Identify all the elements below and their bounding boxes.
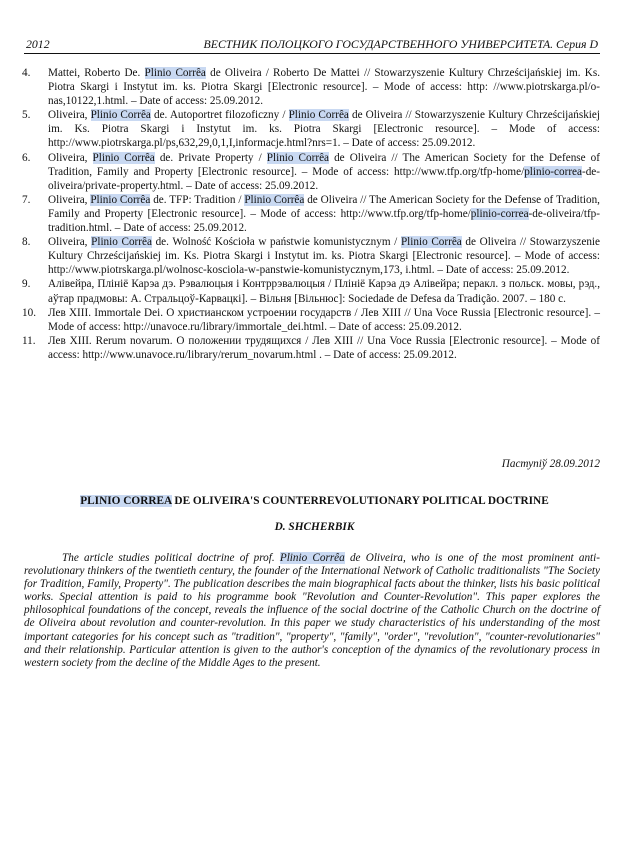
reference-number: 7.	[22, 193, 31, 206]
reference-text	[48, 193, 600, 235]
abstract-highlight[interactable]: Plinio Corrêa	[279, 552, 345, 564]
reference-text-segment: -de-oliveira/private-property.html. – Date of access: 25.09.2012.	[48, 165, 600, 192]
title-highlight[interactable]: PLINIO CORREA	[80, 495, 172, 507]
highlighted-term[interactable]: Plinio Corrêa	[91, 236, 152, 249]
highlighted-term[interactable]: Plinio Corrêa	[244, 193, 305, 206]
reference-list	[22, 66, 600, 362]
highlighted-term[interactable]: Plinio Corrêa	[90, 193, 151, 206]
reference-text-segment: de Oliveira // Stowarzyszenie Kultury Chrześcijańskiej im. Ks. Piotra Skargi i Instytut im. ks. Piotra Skargi [Electronic resource]. – Mode of access: http://www.piotrskarga.pl/wolnosc-kosciola-w-panstwie-komunistycznym,173, i.html. – Date of access: 25.09.2012.	[48, 236, 600, 277]
reference-item	[22, 306, 600, 334]
reference-text	[48, 235, 600, 277]
reference-item	[22, 334, 600, 362]
reference-text-segment: Лев XIII. Rerum novarum. О положении трудящихся / Лев XIII // Una Voce Russia [Electronic resource]. – Mode of access: http://www.unavoce.ru/library/rerum_novarum.html . – Date of access: 25.09.2012.	[48, 334, 600, 361]
reference-text-segment: de Oliveira / Roberto De Mattei // Stowarzyszenie Kultury Chrześcijańskiej im. Ks. Piotra Skargi i Instytut im. ks. Piotra Skargi [Electronic resource]. – Mode of access: http: //www.piotrskarga.pl/o-nas,10122,1.html. – Date of access: 25.09.2012.	[48, 67, 600, 108]
reference-text-segment: de Oliveira // The American Society for the Defense of Tradition, Family and Property [Electronic resource]. – Mode of access: http://www.tfp.org/tfp-home/	[48, 151, 600, 178]
reference-text	[48, 108, 600, 150]
abstract-text-start: The article studies political doctrine of prof.	[62, 552, 280, 564]
reference-text-segment: Oliveira,	[48, 236, 92, 249]
reference-item	[22, 193, 600, 235]
reference-text-segment: Oliveira,	[48, 151, 93, 164]
reference-text-segment: Алівейра, Плініё Карэа дэ. Рэвалюцыя і Контррэвалюцыя / Плініё Карэа дэ Алівейра; перакл. з польск. мовы, рэд., аўтар прадмовы: А. Стральцоў-Карвацкі]. – Вільня [Вільнюс]: Sociedade de Defesa da Tradição. 2007. – 180 с.	[48, 278, 600, 305]
title-rest: DE OLIVEIRA'S COUNTERREVOLUTIONARY POLITICAL DOCTRINE	[171, 495, 549, 507]
reference-text-segment: de. Autoportret filozoficzny /	[150, 109, 289, 122]
reference-text-segment: de. Wolność Kościoła w państwie komunistycznym /	[151, 236, 401, 249]
running-header	[24, 37, 600, 54]
reference-text	[48, 151, 600, 193]
highlighted-term[interactable]: Plinio Corrêa	[144, 67, 206, 79]
reference-text	[48, 66, 600, 108]
highlighted-term[interactable]: Plinio Corrêa	[90, 109, 151, 122]
header-year: 2012	[26, 37, 50, 51]
highlighted-term[interactable]: Plinio Corrêa	[400, 236, 462, 249]
reference-text-segment: -de-oliveira/tfp-tradition.html. – Date of access: 25.09.2012.	[48, 207, 600, 235]
received-date: Паступіў 28.09.2012	[501, 458, 600, 470]
reference-number: 5.	[22, 109, 31, 122]
reference-number: 11.	[22, 334, 36, 347]
abstract	[24, 552, 600, 670]
reference-item	[22, 277, 600, 305]
article-author: D. SHCHERBIK	[274, 521, 355, 533]
reference-text-segment: de Oliveira // Stowarzyszenie Kultury Chrześcijańskiej im. Ks. Piotra Skargi i Instytut im. ks. Piotra Skargi [Electronic resource]. – Mode of access: http://www.piotrskarga.pl/ps,632,29,0,1,I,informacje.html?nrs=1. – Date of access: 25.09.2012.	[48, 109, 600, 150]
reference-text	[48, 306, 600, 334]
reference-item	[22, 108, 600, 150]
reference-number: 6.	[22, 151, 31, 164]
reference-text-segment: de. TFP: Tradition /	[150, 193, 245, 206]
reference-text-segment: de. Private Property /	[154, 151, 267, 164]
reference-item	[22, 235, 600, 277]
reference-number: 4.	[22, 67, 31, 79]
reference-text-segment: Oliveira,	[48, 109, 91, 122]
highlighted-term[interactable]: Plinio Corrêa	[92, 151, 155, 164]
reference-item	[22, 151, 600, 193]
reference-number: 9.	[22, 278, 31, 291]
reference-number: 8.	[22, 236, 31, 249]
abstract-text-rest: de Oliveira, who is one of the most prominent anti-revolutionary thinkers of the twentieth century, the founder of the International Network of Catholic traditionalists "The Society for Tradition, Family, Property". The publication describes the main biographical facts about the thinker, lists his basic political works. Special attention is paid to his programme book "Revolution and Counter-Revolution". This paper explores the philosophical foundations of the concept, reveals the influence of the social doctrine of the Catholic Church on the doctrine of de Oliveira about revolution and counter-revolution. In this paper we study characteristics of his understanding of the most important categories for his concept such as "tradition", "property", "family", "order", "revolution", "counter-revolutionaries" and their relationship. Particular attention is given to the author's conception of the dynamics of the revolutionary process in western society from the decline of the Middle Ages to the present.	[24, 552, 600, 669]
header-journal-title: ВЕСТНИК ПОЛОЦКОГО ГОСУДАРСТВЕННОГО УНИВЕРСИТЕТА. Серия D	[203, 37, 598, 51]
reference-text	[48, 334, 600, 362]
reference-text-segment: Oliveira,	[48, 193, 91, 206]
reference-text	[48, 277, 600, 305]
highlighted-term[interactable]: plinio-correa	[470, 207, 529, 220]
highlighted-term[interactable]: plinio-correa	[524, 165, 582, 178]
reference-item	[22, 66, 600, 108]
reference-text-segment: de Oliveira // The American Society for the Defense of Tradition, Family and Property [Electronic resource]. – Mode of access: http://www.tfp.org/tfp-home/	[48, 193, 600, 220]
article-title	[0, 495, 629, 507]
highlighted-term[interactable]: Plinio Corrêa	[288, 109, 349, 122]
reference-number: 10.	[22, 306, 36, 319]
reference-text-segment: Лев XIII. Immortale Dei. О христианском устроении государств / Лев XIII // Una Voce Russia [Electronic resource]. – Mode of access: http://unavoce.ru/library/immortale_dei.html. – Date of access: 25.09.2012.	[48, 306, 600, 333]
reference-text-segment: Mattei, Roberto De.	[48, 67, 145, 79]
highlighted-term[interactable]: Plinio Corrêa	[266, 151, 330, 164]
